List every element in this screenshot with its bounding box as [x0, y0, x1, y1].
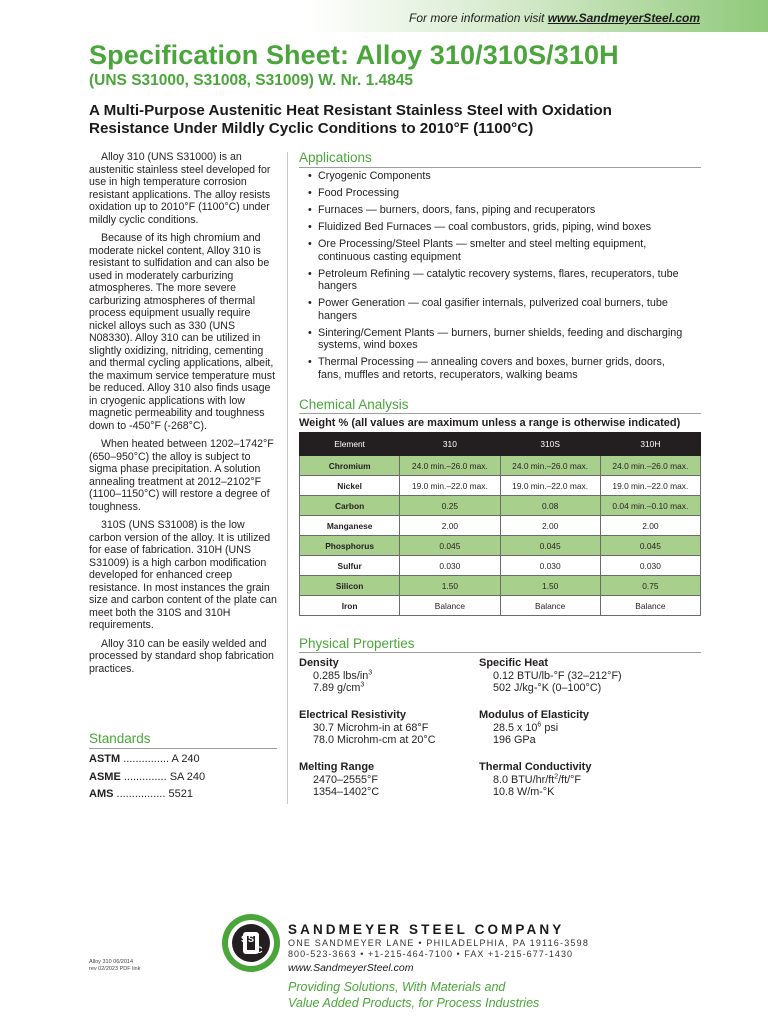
- property-value: 7.89 $g/cm^3$: [313, 681, 365, 695]
- logo-letter: S: [248, 934, 255, 944]
- uns-designation: (UNS S31000, S31008, S31009) W. Nr. 1.4845: [89, 72, 413, 89]
- application-item: • Food Processing: [308, 187, 688, 200]
- table-row: [300, 476, 701, 496]
- column-header-310s: 310S: [500, 433, 600, 456]
- element-cell: Manganese: [300, 516, 400, 536]
- column-header-element: Element: [300, 433, 400, 456]
- applications-heading: Applications: [299, 150, 372, 165]
- modulus-property: [479, 709, 589, 747]
- application-item: • Ore Processing/Steel Plants — smelter and steel melting equipment, continuous casting equipment: [308, 238, 688, 263]
- physical-properties-heading: Physical Properties: [299, 636, 415, 651]
- property-value: 2470–2555°F: [313, 773, 378, 786]
- application-item: • Fluidized Bed Furnaces — coal combustors, grids, piping, wind boxes: [308, 221, 688, 234]
- intro-paragraph: Because of its high chromium and moderate nickel content, Alloy 310 is resistant to sulfidation and can also be used in moderately carburizing atmospheres. The more severe carburizing atmospheres of thermal process equipment usually require nickel alloys such as 330 (UNS N08330). Alloy 310 can be utilized in slightly oxidizing, nitriding, cementing and thermal cycling applications, albeit, the maximum service temperature must be reduced. Alloy 310 also finds usage in cryogenic applications with low magnetic permeability and toughness down to -450°F (-268°C).: [89, 232, 276, 432]
- element-cell: Sulfur: [300, 556, 400, 576]
- property-label: Specific Heat: [479, 657, 549, 669]
- page-subtitle: [89, 102, 729, 138]
- element-cell: Silicon: [300, 576, 400, 596]
- application-item: • Petroleum Refining — catalytic recovery systems, flares, recuperators, tube hangers: [308, 268, 688, 293]
- standard-row: [89, 786, 279, 804]
- property-label: Melting Range: [299, 761, 375, 773]
- value-cell-310: 24.0 min.–26.0 max.: [400, 456, 500, 476]
- value-cell-310h: 0.045: [600, 536, 700, 556]
- value-cell-310s: 2.00: [500, 516, 600, 536]
- intro-paragraph: Alloy 310 (UNS S31000) is an austenitic stainless steel developed for use in high temperature corrosion resistant applications. The alloy resists oxidation up to 2010°F (1100°C) under mildly cyclic conditions.: [89, 151, 271, 226]
- property-value: 28.5 x $10^6$ psi: [493, 721, 559, 734]
- tagline-line-2: Value Added Products, for Process Industries: [288, 995, 540, 1010]
- property-label: Electrical Resistivity: [299, 709, 407, 721]
- company-website-link[interactable]: www.SandmeyerSteel.com: [288, 962, 414, 974]
- standard-leader: ................: [113, 788, 169, 800]
- company-tagline: [288, 980, 539, 1011]
- logo-letter: S: [241, 934, 248, 944]
- applications-rule: [299, 167, 701, 168]
- company-address: ONE SANDMEYER LANE • PHILADELPHIA, PA 19116-3598: [288, 938, 590, 948]
- chemical-note: Weight % (all values are maximum unless a range is otherwise indicated): [299, 417, 681, 429]
- melting-range-property: [299, 761, 379, 799]
- logo-letter: C: [256, 945, 263, 955]
- intro-text: [89, 151, 279, 681]
- element-cell: Iron: [300, 596, 400, 616]
- standard-row: [89, 751, 279, 769]
- value-cell-310s: 19.0 min.–22.0 max.: [500, 476, 600, 496]
- standard-value: SA 240: [169, 770, 206, 783]
- table-row: [300, 596, 701, 616]
- table-header-row: [300, 433, 701, 456]
- standard-name: AMS: [89, 788, 114, 800]
- info-prefix: For more information visit: [409, 11, 548, 25]
- value-cell-310: Balance: [400, 596, 500, 616]
- density-property: [299, 657, 372, 695]
- property-value: 0.12 BTU/lb-°F (32–212°F): [493, 669, 622, 682]
- document-code: [89, 959, 140, 972]
- specific-heat-property: [479, 657, 622, 695]
- property-value: 8.0 BTU/$hr/ft^2/ft/^\circ F$: [493, 773, 582, 786]
- standards-heading: Standards: [89, 731, 151, 746]
- element-cell: Nickel: [300, 476, 400, 496]
- table-row: [300, 496, 701, 516]
- property-value: 10.8 W/m-°K: [493, 786, 555, 799]
- value-cell-310s: 1.50: [500, 576, 600, 596]
- column-header-310: 310: [400, 433, 500, 456]
- value-cell-310: 0.030: [400, 556, 500, 576]
- doc-code-line-1: Alloy 310 06/2014: [89, 959, 134, 965]
- property-label: Density: [299, 657, 339, 669]
- table-row: [300, 556, 701, 576]
- value-cell-310h: Balance: [600, 596, 700, 616]
- property-value: 1354–1402°C: [313, 786, 380, 799]
- value-cell-310h: 0.04 min.–0.10 max.: [600, 496, 700, 516]
- value-cell-310h: 2.00: [600, 516, 700, 536]
- application-item: • Power Generation — coal gasifier internals, pulverized coal burners, tube hangers: [308, 297, 688, 322]
- chemical-table: [299, 432, 701, 616]
- table-row: [300, 576, 701, 596]
- table-row: [300, 536, 701, 556]
- value-cell-310s: 24.0 min.–26.0 max.: [500, 456, 600, 476]
- standard-name: ASTM: [89, 753, 121, 765]
- column-divider: [287, 152, 288, 804]
- standard-leader: ...............: [120, 753, 172, 765]
- property-label: Modulus of Elasticity: [479, 709, 590, 721]
- value-cell-310h: 0.030: [600, 556, 700, 576]
- subtitle-line-1: A Multi-Purpose Austenitic Heat Resistant Stainless Steel with Oxidation: [89, 102, 612, 119]
- value-cell-310s: 0.030: [500, 556, 600, 576]
- company-name: SANDMEYER STEEL COMPANY: [288, 922, 565, 937]
- value-cell-310: 0.045: [400, 536, 500, 556]
- value-cell-310: 2.00: [400, 516, 500, 536]
- application-item: • Furnaces — burners, doors, fans, piping and recuperators: [308, 204, 688, 217]
- property-value: 502 J/kg-°K (0–100°C): [493, 682, 602, 695]
- standard-value: 5521: [168, 788, 193, 800]
- intro-paragraph: 310S (UNS S31008) is the low carbon version of the alloy. It is utilized for ease of fabrication. 310H (UNS S31009) is a high carbon modification developed for enhanced creep resistance. In most instances the grain size and carbon content of the plate can meet both the 310S and 310H requirements.: [89, 519, 277, 631]
- property-value: 0.285 lbs/$in^3$: [313, 669, 373, 682]
- tagline-line-1: Providing Solutions, With Materials and: [288, 980, 506, 994]
- website-link[interactable]: www.SandmeyerSteel.com: [547, 11, 700, 25]
- doc-code-line-2: rev 02/2023 PDF link: [89, 965, 141, 972]
- element-cell: Chromium: [300, 456, 400, 476]
- standard-leader: ..............: [120, 770, 170, 783]
- element-cell: Carbon: [300, 496, 400, 516]
- value-cell-310: 1.50: [400, 576, 500, 596]
- value-cell-310h: 19.0 min.–22.0 max.: [600, 476, 700, 496]
- standard-name: ASME: [89, 770, 121, 783]
- table-row: [300, 516, 701, 536]
- thermal-conductivity-property: [479, 761, 591, 799]
- company-logo-icon: [221, 913, 281, 973]
- table-row: [300, 456, 701, 476]
- resistivity-property: [299, 709, 436, 747]
- chemical-analysis-rule: [299, 413, 701, 414]
- application-item: • Thermal Processing — annealing covers and boxes, burner grids, doors, fans, muffles and retorts, recuperators, walking beams: [308, 356, 688, 381]
- standard-row: [89, 769, 279, 787]
- value-cell-310s: Balance: [500, 596, 600, 616]
- value-cell-310s: 0.045: [500, 536, 600, 556]
- value-cell-310s: 0.08: [500, 496, 600, 516]
- value-cell-310: 19.0 min.–22.0 max.: [400, 476, 500, 496]
- standards-list: [89, 751, 279, 804]
- value-cell-310h: 24.0 min.–26.0 max.: [600, 456, 700, 476]
- chemical-analysis-heading: Chemical Analysis: [299, 397, 409, 412]
- property-value: 78.0 Microhm-cm at 20°C: [313, 734, 436, 747]
- subtitle-line-2: Resistance Under Mildly Cyclic Conditions to 2010°F (1100°C): [89, 120, 534, 137]
- property-label: Thermal Conductivity: [479, 761, 592, 773]
- company-phone: 800-523-3663 • +1-215-464-7100 • FAX +1-215-677-1430: [288, 949, 574, 959]
- column-header-310h: 310H: [600, 433, 700, 456]
- intro-paragraph: When heated between 1202–1742°F (650–950°C) the alloy is subject to sigma phase precipitation. A solution annealing treatment at 2012–2102°F (1100–1150°C) will restore a degree of toughness.: [89, 438, 274, 513]
- intro-paragraph: Alloy 310 can be easily welded and processed by standard shop fabrication practices.: [89, 637, 274, 675]
- standard-value: A 240: [171, 753, 200, 765]
- standards-rule: [89, 748, 277, 749]
- info-line: [409, 11, 700, 25]
- page-title: Specification Sheet: Alloy 310/310S/310H: [89, 40, 619, 70]
- applications-list: [308, 170, 688, 386]
- property-value: 196 GPa: [493, 734, 536, 747]
- element-cell: Phosphorus: [300, 536, 400, 556]
- physical-properties-rule: [299, 652, 701, 653]
- value-cell-310: 0.25: [400, 496, 500, 516]
- application-item: • Sintering/Cement Plants — burners, burner shields, feeding and discharging systems, wind boxes: [308, 327, 688, 352]
- value-cell-310h: 0.75: [600, 576, 700, 596]
- property-value: 30.7 Microhm-in at 68°F: [313, 721, 429, 734]
- application-item: • Cryogenic Components: [308, 170, 688, 183]
